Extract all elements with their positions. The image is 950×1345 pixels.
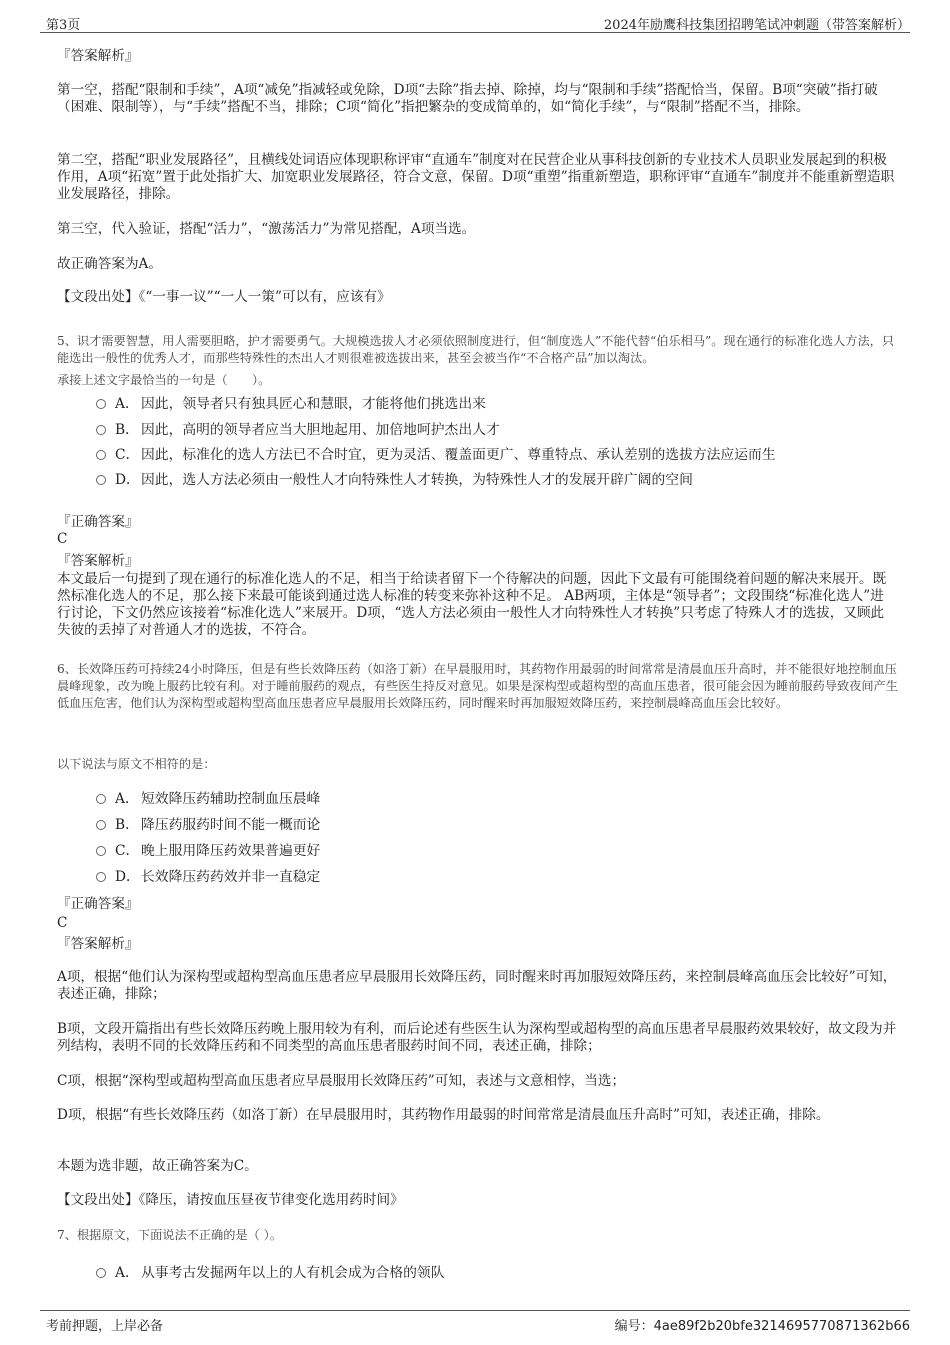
answer-value: C — [57, 915, 68, 931]
radio-icon[interactable] — [96, 399, 106, 409]
option-c[interactable]: C． 因此，标准化的选人方法已不合时宜，更为灵活、覆盖面更广、尊重特点、承认差别的选拔方法应运而生 — [96, 446, 896, 464]
analysis-label: 『答案解析』 — [57, 936, 139, 952]
radio-icon[interactable] — [96, 872, 106, 882]
option-a[interactable]: A． 从事考古发掘两年以上的人有机会成为合格的领队 — [96, 1264, 896, 1282]
analysis-paragraph: 第一空，搭配“限制和手续”，A项“减免”指减轻或免除，D项“去除”指去掉、除掉，均与“限制和手续”搭配恰当，保留。B项“突破”指打破（困难、限制等），与“手续”搭配不当，排除；C项“简化”指把繁杂的变成简单的，如“简化手续”，与“限制”搭配不当，排除。 — [57, 82, 878, 115]
radio-icon[interactable] — [96, 450, 106, 460]
option-a[interactable]: A． 短效降压药辅助控制血压晨峰 — [96, 790, 896, 808]
radio-icon[interactable] — [96, 846, 106, 856]
analysis-label: 『答案解析』 — [57, 48, 139, 64]
question-stem: 5、识才需要智慧，用人需要胆略，护才需要勇气。大规模选拔人才必须依照制度进行，但“制度选人”不能代替“伯乐相马”。现在通行的标准化选人方法，只能选出一般性的优秀人才，而那些特殊性的杰出人才则很难被选拔出来，甚至会被当作“不合格产品”加以淘汰。 — [57, 334, 895, 365]
analysis-paragraph: A项，根据“他们认为深构型或超构型高血压患者应早晨服用长效降压药，同时醒来时再加服短效降压药，来控制晨峰高血压会比较好”可知，表述正确，排除； — [57, 969, 897, 1002]
radio-icon[interactable] — [96, 425, 106, 435]
source-citation: 【文段出处】《“一事一议”“一人一策”可以有，应该有》 — [57, 289, 391, 305]
analysis-conclusion: 本题为选非题，故正确答案为C。 — [57, 1158, 258, 1174]
option-d[interactable]: D．因此，选人方法必须由一般性人才向特殊性人才转换，为特殊性人才的发展开辟广阔的空间 — [96, 471, 896, 489]
analysis-paragraph: D项，根据“有些长效降压药（如洛丁新）在早晨服用时，其药物作用最弱的时间常常是清晨血压升高时”可知，表述正确，排除。 — [57, 1107, 830, 1123]
question-ask: 承接上述文字最恰当的一句是（ ）。 — [57, 373, 271, 387]
analysis-paragraph: 第三空，代入验证，搭配“活力”，“激荡活力”为常见搭配，A项当选。 — [57, 221, 476, 237]
analysis-paragraph: B项，文段开篇指出有些长效降压药晚上服用较为有利，而后论述有些医生认为深构型或超构型的高血压患者早晨服药效果较好，故文段为并列结构，表明不同的长效降压药和不同类型的高血压患者服药时间不同，表述正确，排除； — [57, 1021, 897, 1054]
document-id: 编号：4ae89f2b20bfe3214695770871362b66 — [614, 1319, 910, 1334]
answer-label: 『正确答案』 — [57, 514, 139, 530]
question-stem: 6、长效降压药可持续24小时降压，但是有些长效降压药（如洛丁新）在早晨服用时，其药物作用最弱的时间常常是清晨血压升高时，并不能很好地控制血压晨峰现象，改为晚上服药比较有利。对于睡前服药的观点，有些医生持反对意见。如果是深构型或超构型的高血压患者，很可能会因为睡前服药导致夜间产生低血压危害，他们认为深构型或超构型高血压患者应早晨服用长效降压药，同时醒来时再加服短效降压药，来控制晨峰高血压会比较好。 — [57, 662, 898, 710]
option-b[interactable]: B． 降压药服药时间不能一概而论 — [96, 816, 896, 834]
analysis-conclusion: 故正确答案为A。 — [57, 256, 162, 272]
answer-value: C — [57, 531, 68, 547]
footer-slogan: 考前押题，上岸必备 — [46, 1319, 164, 1334]
page-footer — [40, 1310, 910, 1333]
question-ask: 以下说法与原文不相符的是： — [57, 757, 216, 771]
analysis-paragraph: C项，根据“深构型或超构型高血压患者应早晨服用长效降压药”可知，表述与文意相悖，当选； — [57, 1073, 626, 1089]
question-stem: 7、根据原文，下面说法不正确的是（ ）。 — [57, 1228, 282, 1242]
analysis-paragraph: 第二空，搭配“职业发展路径”，且横线处词语应体现职称评审“直通车”制度对在民营企业从事科技创新的专业技术人员职业发展起到的积极作用，A项“拓宽”置于此处指扩大、加宽职业发展路径，符合文意，保留。D项“重塑”指重新塑造，职称评审“直通车”制度并不能重新塑造职业发展路径，排除。 — [57, 152, 895, 202]
analysis-label: 『答案解析』 — [57, 553, 139, 569]
radio-icon[interactable] — [96, 794, 106, 804]
option-d[interactable]: D．长效降压药药效并非一直稳定 — [96, 868, 896, 886]
analysis-paragraph: 本文最后一句提到了现在通行的标准化选人的不足，相当于给读者留下一个待解决的问题，因此下文最有可能围绕着问题的解决来展开。既然标准化选人的不足，那么接下来最可能谈到通过选人标准的转变来弥补这种不足。 AB两项，主体是“领导者”；文段围绕“标准化选人”进行讨论，下文仍然应该接着“标准化选人”来展开。D项，“选人方法必须由一般性人才向特殊性人才转换”只考虑了特殊人才的选拔，又顾此失彼的丢掉了对普通人才的选拔，不符合。 — [57, 571, 887, 638]
page-header — [40, 12, 910, 33]
option-c[interactable]: C． 晚上服用降压药效果普遍更好 — [96, 842, 896, 860]
option-a[interactable]: A． 因此，领导者只有独具匠心和慧眼，才能将他们挑选出来 — [96, 395, 896, 413]
page-number: 第3页 — [46, 18, 81, 33]
answer-label: 『正确答案』 — [57, 896, 139, 912]
document-title: 2024年励鹰科技集团招聘笔试冲刺题（带答案解析） — [603, 18, 910, 33]
radio-icon[interactable] — [96, 1268, 106, 1278]
source-citation: 【文段出处】《降压，请按血压昼夜节律变化选用药时间》 — [57, 1192, 404, 1208]
radio-icon[interactable] — [96, 820, 106, 830]
option-b[interactable]: B． 因此，高明的领导者应当大胆地起用、加倍地呵护杰出人才 — [96, 421, 896, 439]
radio-icon[interactable] — [96, 475, 106, 485]
